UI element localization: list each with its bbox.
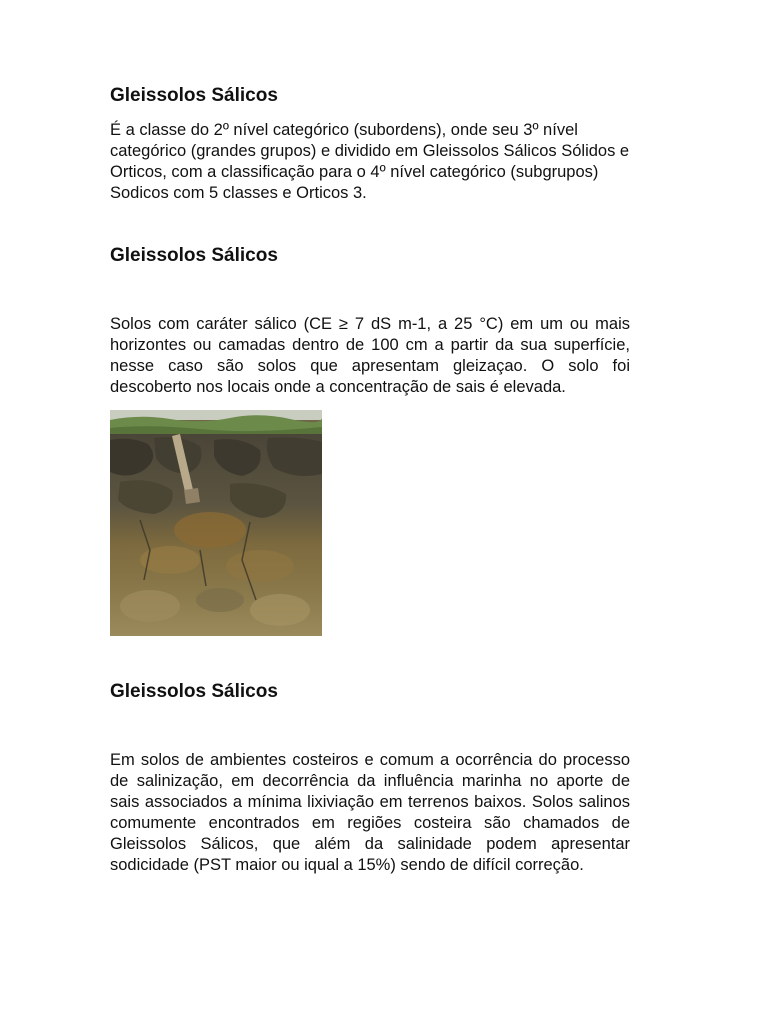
- section-body-3: Em solos de ambientes costeiros e comum a ocorrência do processo de salinização, em decorrência da influência marinha no aporte de sais associados a mínima lixiviação em terrenos baixos. Solos salinos comumente encontrados em regiões costeira são chamados de Gleissolos Sálicos, que além da salinidade podem apresentar sodicidade (PST maior ou iqual a 15%) sendo de difícil correção.: [110, 751, 630, 874]
- section-heading-3: Gleissolos Sálicos: [110, 681, 278, 702]
- section-body-2: Solos com caráter sálico (CE ≥ 7 dS m-1, a 25 °C) em um ou mais horizontes ou camadas dentro de 100 cm a partir da sua superfície, nesse caso são solos que apresentam gleizaçao. O solo foi descoberto nos locais onde a concentração de sais é elevada.: [110, 315, 630, 396]
- section-heading-2: Gleissolos Sálicos: [110, 245, 278, 266]
- section-heading-1: Gleissolos Sálicos: [110, 85, 278, 106]
- section-body-1: É a classe do 2º nível categórico (subordens), onde seu 3º nível categórico (grandes grupos) e dividido em Gleissolos Sálicos Sólidos e Orticos, com a classificação para o 4º nível categórico (subgrupos) Sodicos com 5 classes e Orticos 3.: [110, 121, 630, 202]
- document-page: [110, 84, 630, 876]
- soil-profile-image: [110, 410, 322, 636]
